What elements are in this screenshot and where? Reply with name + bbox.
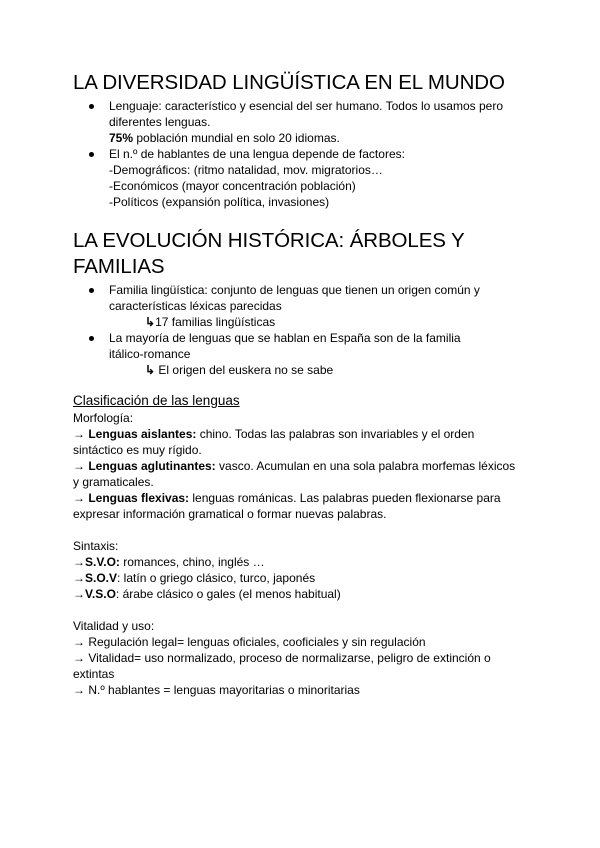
- arrow-icon: →: [73, 571, 85, 585]
- heading-line: FAMILIAS: [73, 255, 165, 278]
- text-line: [73, 554, 540, 570]
- text-line: [73, 490, 540, 506]
- text-line: [73, 570, 540, 586]
- text-fragment: chino. Todas las palabras son invariables y el orden: [196, 427, 475, 441]
- text-fragment: romances, chino, inglés …: [119, 555, 265, 569]
- text-line: [73, 586, 540, 602]
- text-line: [73, 426, 540, 442]
- text-fragment: : latín o griego clásico, turco, japonés: [117, 571, 316, 585]
- arrow-icon: →: [73, 555, 85, 569]
- bold-term: → Lenguas aislantes:: [73, 427, 197, 441]
- sub-note: [73, 314, 540, 330]
- classification-heading: Clasificación de las lenguas: [73, 393, 240, 408]
- list-item: [73, 146, 540, 210]
- section2-list-continued: [73, 330, 540, 362]
- text-line: -Políticos (expansión política, invasiones): [109, 195, 330, 209]
- text-line: → Vitalidad= uso normalizado, proceso de normalizarse, peligro de extinción o: [73, 651, 491, 665]
- list-item: [73, 330, 540, 362]
- spacer: [73, 522, 540, 538]
- sub-note: [73, 362, 540, 378]
- list-item: [73, 282, 540, 314]
- spacer: [73, 602, 540, 618]
- text-fragment: población mundial en solo 20 idiomas.: [133, 131, 340, 145]
- bold-term: V.S.O: [85, 587, 116, 601]
- text-line: extintas: [73, 667, 115, 681]
- text-line: Familia lingüística: conjunto de lenguas que tienen un origen común y: [109, 283, 480, 297]
- text-line: sintáctico es muy rígido.: [73, 443, 202, 457]
- section1-list: [73, 98, 540, 210]
- bold-term: S.O.V: [85, 571, 118, 585]
- bold-percentage: 75%: [109, 131, 134, 145]
- morphology-label: Morfología:: [73, 411, 134, 425]
- text-fragment: El origen del euskera no se sabe: [155, 363, 334, 377]
- list-item: [73, 98, 540, 146]
- text-line: itálico-romance: [109, 347, 191, 361]
- text-line: expresar información gramatical o formar nuevas palabras.: [73, 507, 387, 521]
- text-line: diferentes lenguas.: [109, 115, 211, 129]
- hook-arrow-icon: ↳: [145, 363, 156, 377]
- text-fragment: 17 familias lingüísticas: [155, 315, 276, 329]
- text-line: El n.º de hablantes de una lengua depende de factores:: [109, 147, 405, 161]
- text-line: -Demográficos: (ritmo natalidad, mov. migratorios…: [109, 163, 383, 177]
- text-line: [73, 458, 540, 474]
- text-line: → N.º hablantes = lenguas mayoritarias o minoritarias: [73, 683, 360, 697]
- hook-arrow-icon: ↳: [145, 315, 156, 329]
- bold-term: S.V.O:: [85, 555, 120, 569]
- arrow-icon: →: [73, 587, 85, 601]
- text-line: Lenguaje: característico y esencial del ser humano. Todos lo usamos pero: [109, 99, 504, 113]
- text-line: [109, 130, 540, 146]
- bold-term: → Lenguas flexivas:: [73, 491, 190, 505]
- text-fragment: lenguas románicas. Las palabras pueden flexionarse para: [189, 491, 501, 505]
- text-line: -Económicos (mayor concentración población): [109, 179, 356, 193]
- text-line: La mayoría de lenguas que se hablan en España son de la familia: [109, 331, 461, 345]
- heading-line: LA EVOLUCIÓN HISTÓRICA: ÁRBOLES Y: [73, 229, 465, 252]
- text-fragment: : árabe clásico o gales (el menos habitual): [115, 587, 341, 601]
- vitality-label: Vitalidad y uso:: [73, 619, 155, 633]
- bold-term: → Lenguas aglutinantes:: [73, 459, 216, 473]
- text-fragment: vasco. Acumulan en una sola palabra morfemas léxicos: [215, 459, 516, 473]
- section2-list: [73, 282, 540, 314]
- syntax-label: Sintaxis:: [73, 539, 119, 553]
- text-line: características léxicas parecidas: [109, 299, 282, 313]
- section1-heading: LA DIVERSIDAD LINGÜÍSTICA EN EL MUNDO: [73, 71, 505, 94]
- text-line: y gramaticales.: [73, 475, 154, 489]
- text-line: → Regulación legal= lenguas oficiales, cooficiales y sin regulación: [73, 635, 426, 649]
- section2-heading: [73, 228, 540, 280]
